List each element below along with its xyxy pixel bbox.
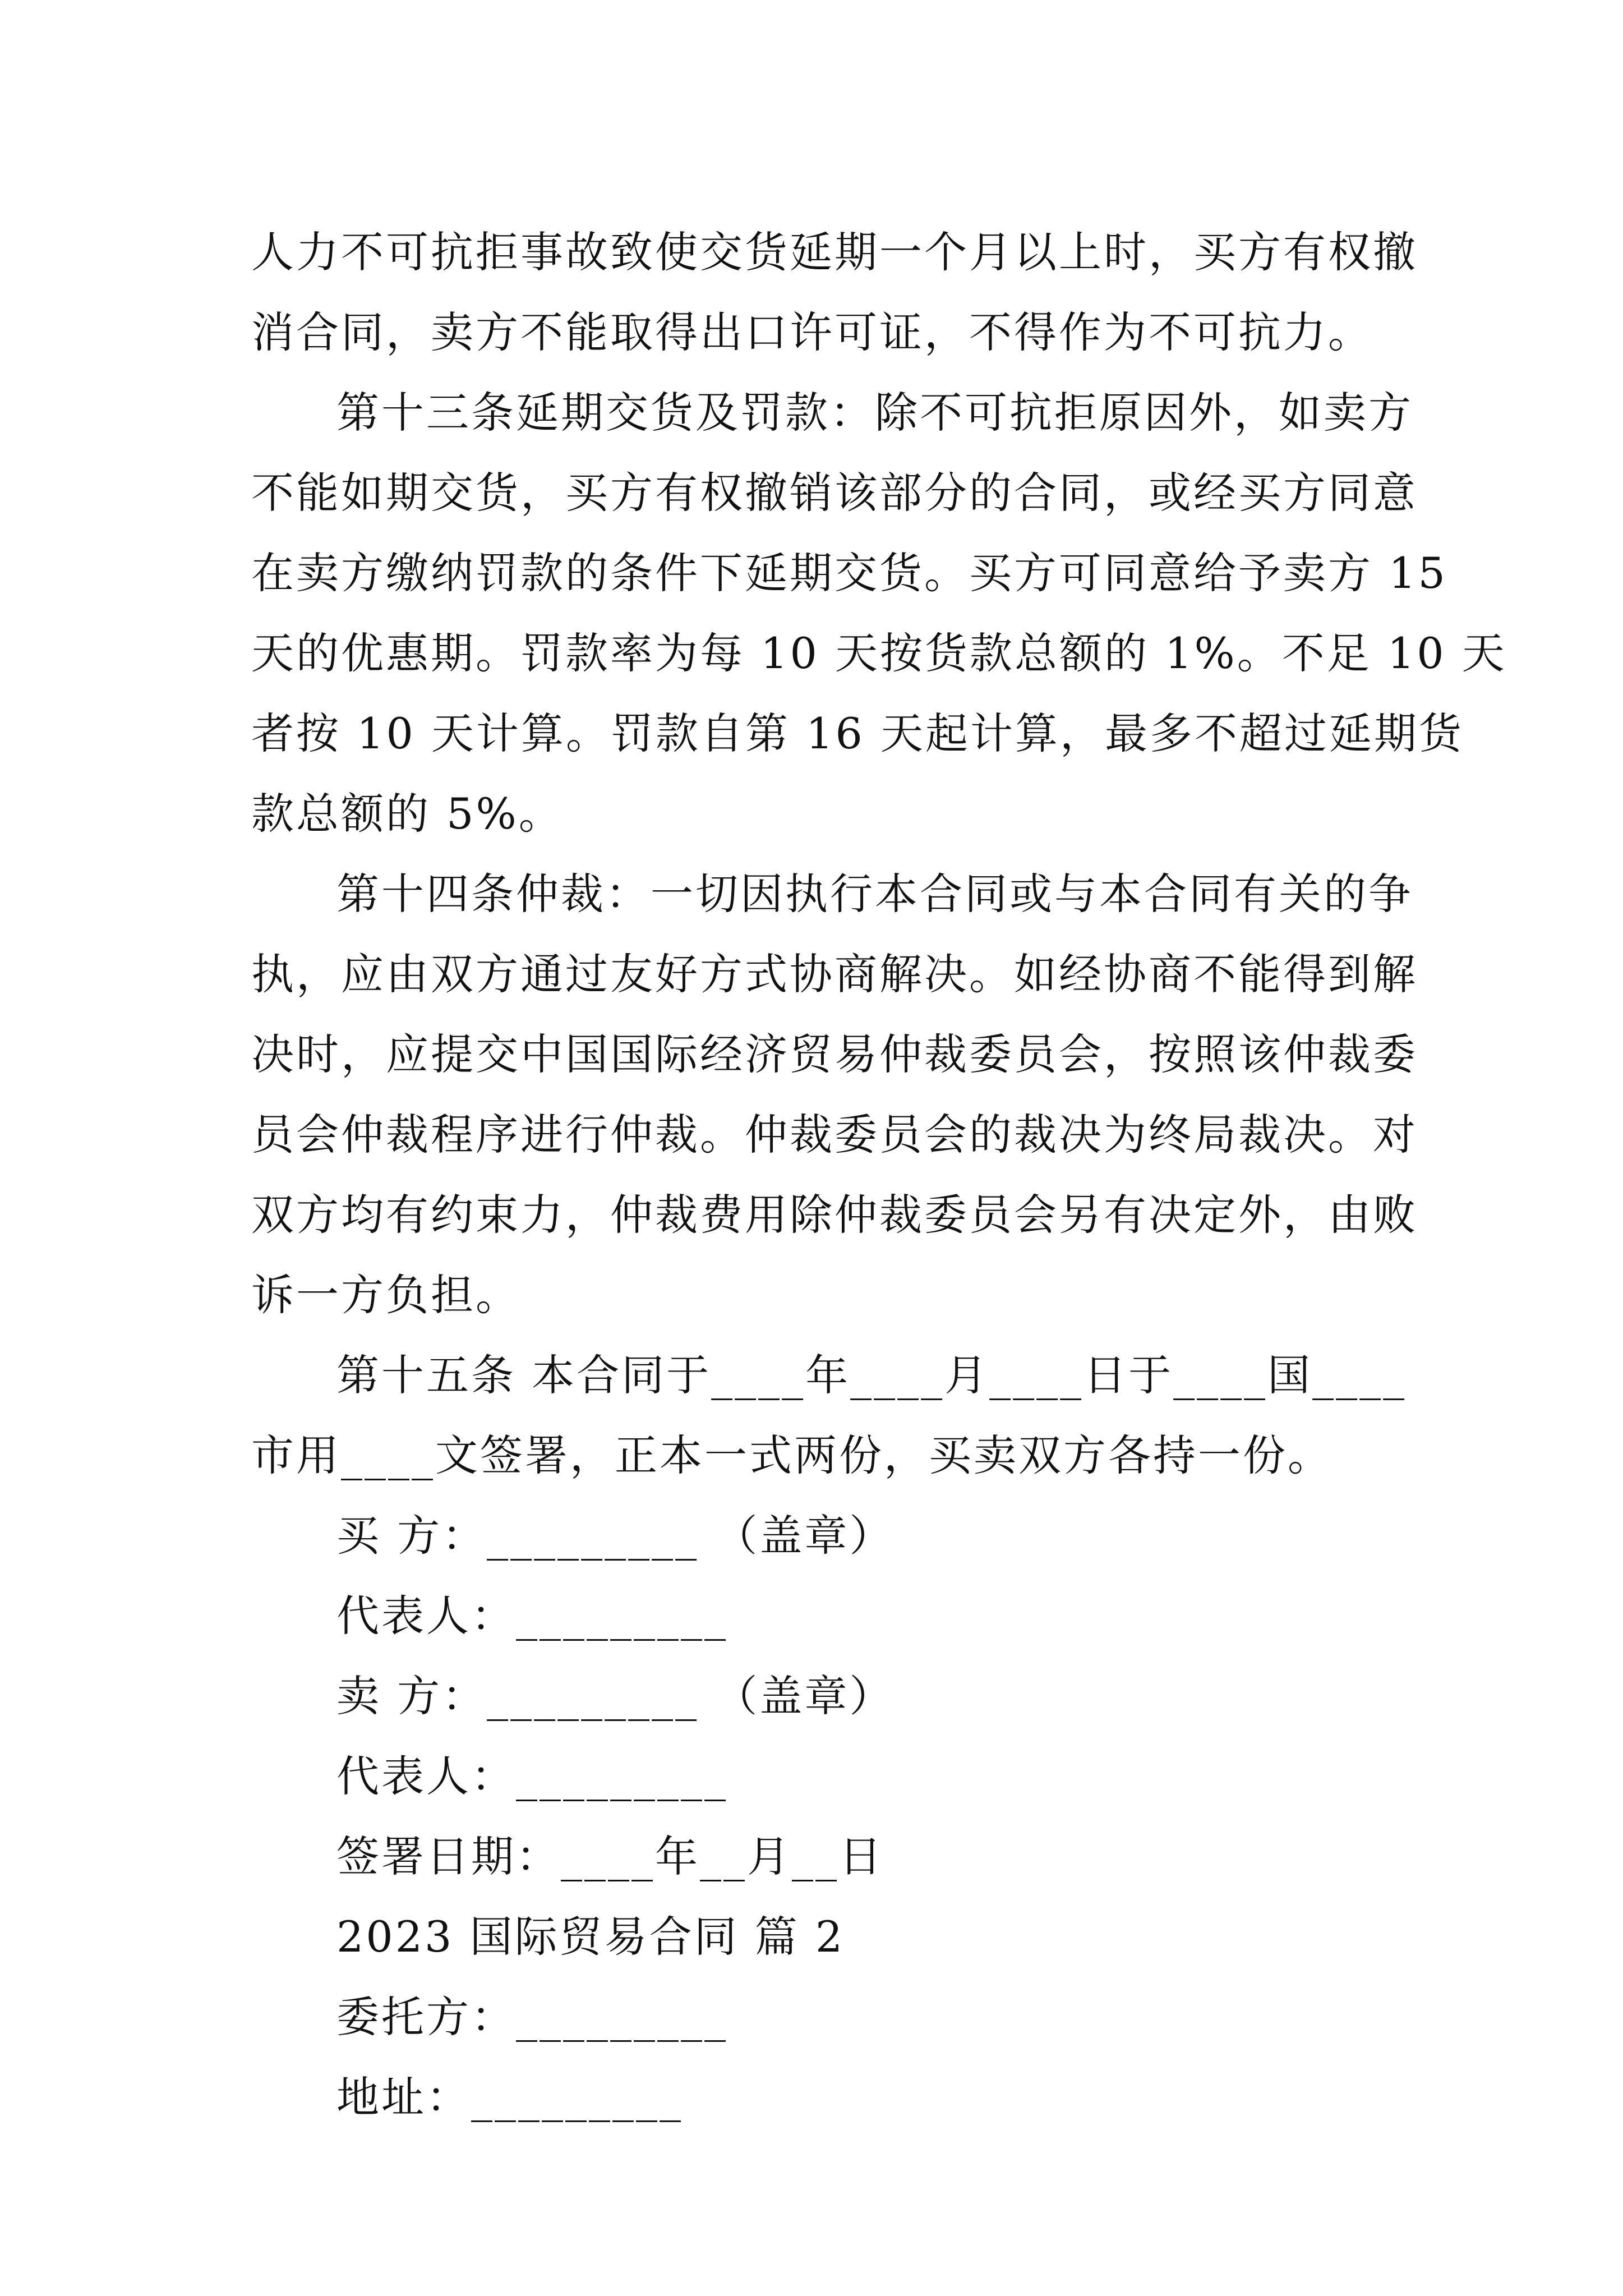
client-line: 委托方：_________	[336, 1992, 728, 2042]
paragraph-line: 者按 10 天计算。罚款自第 16 天起计算，最多不超过延期货	[251, 708, 1464, 758]
seller-representative-line: 代表人：_________	[336, 1751, 728, 1801]
article-13-heading-line: 第十三条延期交货及罚款：除不可抗拒原因外，如卖方	[336, 388, 1413, 438]
document-body	[251, 212, 1507, 2137]
article-14-heading-line: 第十四条仲裁：一切因执行本合同或与本合同有关的争	[336, 869, 1413, 919]
paragraph-line: 不能如期交货，买方有权撤销该部分的合同，或经买方同意	[251, 468, 1418, 518]
paragraph-line: 在卖方缴纳罚款的条件下延期交货。买方可同意给予卖方 15	[251, 548, 1447, 598]
paragraph-line: 决时，应提交中国国际经济贸易仲裁委员会，按照该仲裁委	[251, 1029, 1418, 1079]
section-title: 2023 国际贸易合同 篇 2	[336, 1912, 845, 1962]
paragraph-line: 天的优惠期。罚款率为每 10 天按货款总额的 1%。不足 10 天	[251, 628, 1507, 678]
paragraph-line: 员会仲裁程序进行仲裁。仲裁委员会的裁决为终局裁决。对	[251, 1110, 1418, 1159]
paragraph-line: 款总额的 5%。	[251, 789, 564, 839]
paragraph-line: 双方均有约束力，仲裁费用除仲裁委员会另有决定外，由败	[251, 1190, 1418, 1240]
article-15-heading-line: 第十五条 本合同于____年____月____日于____国____	[336, 1350, 1407, 1400]
seller-signature-line: 卖 方：_________ （盖章）	[336, 1671, 895, 1721]
paragraph-line: 市用____文签署，正本一式两份，买卖双方各持一份。	[251, 1430, 1332, 1480]
paragraph-line: 人力不可抗拒事故致使交货延期一个月以上时，买方有权撤	[251, 227, 1418, 277]
signing-date-line: 签署日期：____年__月__日	[336, 1832, 884, 1881]
paragraph-line: 执，应由双方通过友好方式协商解决。如经协商不能得到解	[251, 949, 1418, 999]
paragraph-line: 诉一方负担。	[251, 1270, 520, 1320]
paragraph-line: 消合同，卖方不能取得出口许可证，不得作为不可抗力。	[251, 307, 1373, 357]
buyer-signature-line: 买 方：_________ （盖章）	[336, 1511, 895, 1561]
buyer-representative-line: 代表人：_________	[336, 1591, 728, 1641]
address-line: 地址：_________	[336, 2072, 683, 2122]
